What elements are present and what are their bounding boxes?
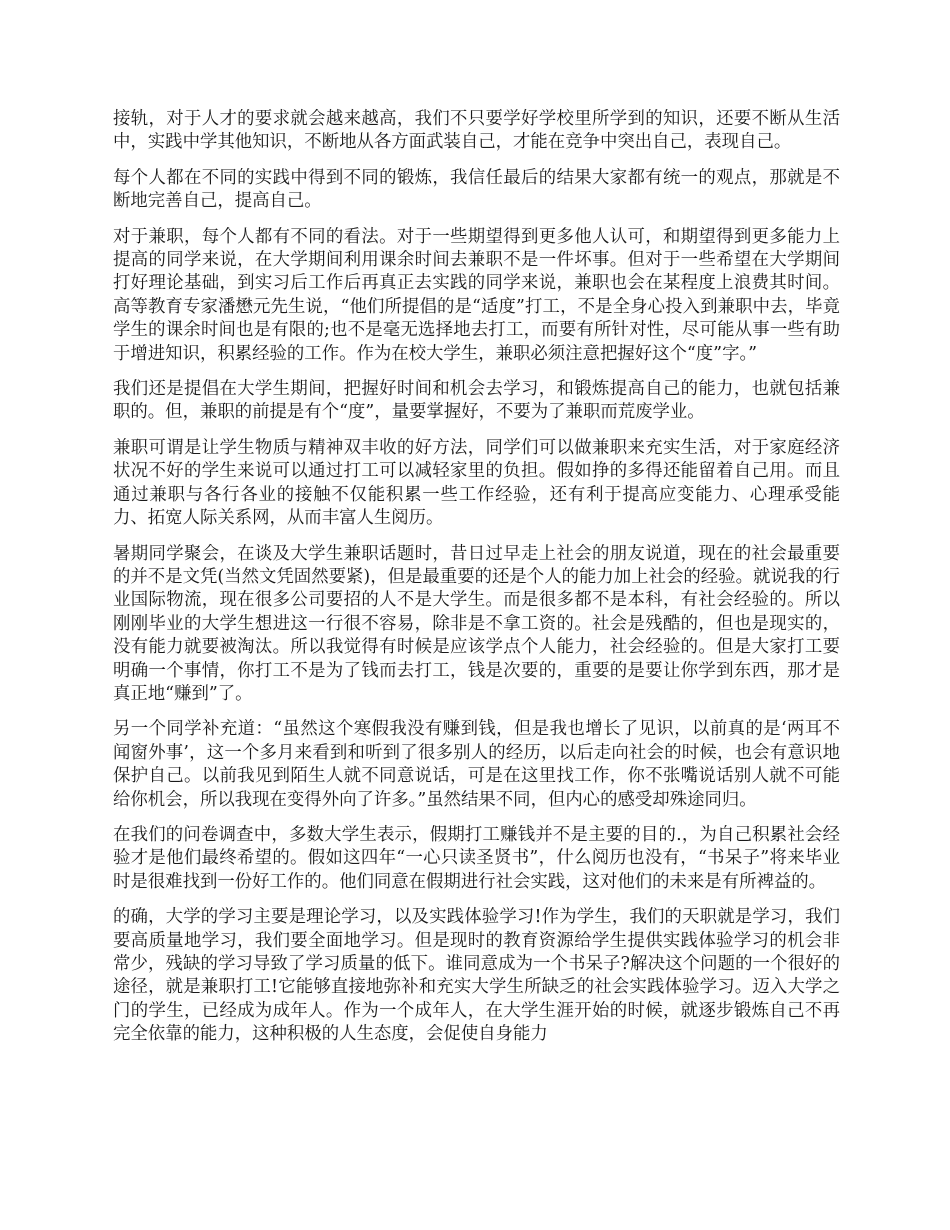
- paragraph: 接轨，对于人才的要求就会越来越高，我们不只要学好学校里所学到的知识，还要不断从生活中，实践中学其他知识，不断地从各方面武装自己，才能在竞争中突出自己，表现自己。: [113, 109, 840, 153]
- paragraph: 我们还是提倡在大学生期间，把握好时间和机会去学习，和锻炼提高自己的能力，也就包括兼职的。但，兼职的前提是有个“度”，量要掌握好，不要为了兼职而荒废学业。: [113, 379, 840, 423]
- paragraph: 每个人都在不同的实践中得到不同的锻炼，我信任最后的结果大家都有统一的观点，那就是不断地完善自己，提高自己。: [113, 167, 840, 212]
- paragraph: 暑期同学聚会，在谈及大学生兼职话题时，昔日过早走上社会的朋友说道，现在的社会最重要的并不是文凭(当然文凭固然要紧)，但是最重要的还是个人的能力加上社会的经验。就说我的行业国际物流，现在很多公司要招的人不是大学生。而是很多都不是本科，有社会经验的。所以刚刚毕业的大学生想进这一行很不容易，除非是不拿工资的。社会是残酷的，但也是现实的，没有能力就要被淘汰。所以我觉得有时候是应该学点个人能力，社会经验的。但是大家打工要明确一个事情，你打工不是为了钱而去打工，钱是次要的，重要的是要让你学到东西，那才是真正地“赚到”了。: [113, 543, 840, 704]
- document-body: [113, 108, 840, 1059]
- paragraph: 的确，大学的学习主要是理论学习，以及实践体验学习!作为学生，我们的天职就是学习，我们要高质量地学习，我们要全面地学习。但是现时的教育资源给学生提供实践体验学习的机会非常少，残缺的学习导致了学习质量的低下。谁同意成为一个书呆子?解决这个问题的一个很好的途径，就是兼职打工!它能够直接地弥补和充实大学生所缺乏的社会实践体验学习。迈入大学之门的学生，已经成为成年人。作为一个成年人，在大学生涯开始的时候，就逐步锻炼自己不再完全依靠的能力，这种积极的人生态度，会促使自身能力: [113, 907, 840, 1045]
- paragraph: 对于兼职，每个人都有不同的看法。对于一些期望得到更多他人认可，和期望得到更多能力上提高的同学来说，在大学期间利用课余时间去兼职不是一件坏事。但对于一些希望在大学期间打好理论基础，到实习后工作后再真正去实践的同学来说，兼职也会在某程度上浪费其时间。高等教育专家潘懋元先生说，“他们所提倡的是“适度”打工，不是全身心投入到兼职中去，毕竟学生的课余时间也是有限的;也不是毫无选择地去打工，而要有所针对性，尽可能从事一些有助于增进知识，积累经验的工作。作为在校大学生，兼职必须注意把握好这个“度”字。”: [113, 226, 840, 364]
- paragraph: 兼职可谓是让学生物质与精神双丰收的好方法，同学们可以做兼职来充实生活，对于家庭经济状况不好的学生来说可以通过打工可以减轻家里的负担。假如挣的多得还能留着自己用。而且通过兼职与各行各业的接触不仅能积累一些工作经验，还有利于提高应变能力、心理承受能力、拓宽人际关系网，从而丰富人生阅历。: [113, 437, 840, 529]
- paragraph: 另一个同学补充道：“虽然这个寒假我没有赚到钱，但是我也增长了见识，以前真的是‘两耳不闻窗外事’，这一个多月来看到和听到了很多别人的经历，以后走向社会的时候，也会有意识地保护自己。以前我见到陌生人就不同意说话，可是在这里找工作，你不张嘴说话别人就不可能给你机会，所以我现在变得外向了许多。”虽然结果不同，但内心的感受却殊途同归。: [113, 719, 840, 810]
- paragraph: 在我们的问卷调查中，多数大学生表示，假期打工赚钱并不是主要的目的.，为自己积累社会经验才是他们最终希望的。假如这四年“一心只读圣贤书”，什么阅历也没有，“书呆子”将来毕业时是很难找到一份好工作的。他们同意在假期进行社会实践，这对他们的未来是有所裨益的。: [113, 824, 840, 892]
